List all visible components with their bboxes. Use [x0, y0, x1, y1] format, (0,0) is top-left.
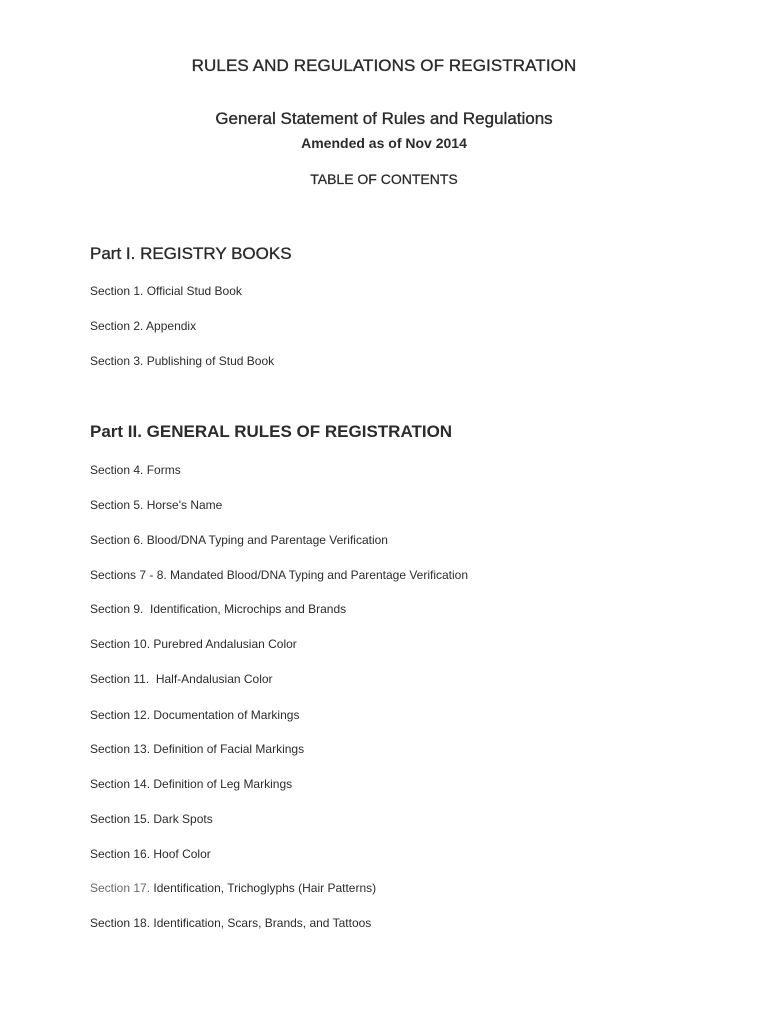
section-title: Definition of Leg Markings [150, 777, 293, 791]
part-heading-2: Part II. GENERAL RULES OF REGISTRATION [90, 422, 453, 441]
toc-heading: TABLE OF CONTENTS [310, 171, 458, 187]
section-number: Section 1. [90, 284, 144, 298]
toc-entry-section-6[interactable] [90, 533, 388, 547]
part-heading-1: Part I. REGISTRY BOOKS [90, 244, 292, 263]
section-title: Dark Spots [150, 812, 213, 826]
section-title: Appendix [143, 319, 197, 333]
section-title: Identification, Scars, Brands, and Tattoos [150, 916, 372, 930]
section-title: Mandated Blood/DNA Typing and Parentage Verification [166, 568, 469, 582]
section-number: Section 10. [90, 637, 151, 651]
section-number: Section 2. [90, 319, 144, 333]
section-number: Section 5. [90, 498, 144, 512]
toc-entry-section-3[interactable] [90, 354, 274, 368]
toc-entry-section-17[interactable] [90, 881, 376, 895]
document-title: RULES AND REGULATIONS OF REGISTRATION [191, 56, 577, 75]
section-number: Section 13. [90, 742, 151, 756]
section-number: Section 18. [90, 916, 151, 930]
toc-entry-section-5[interactable] [90, 498, 222, 512]
section-title: Identification, Microchips and Brands [143, 602, 347, 616]
section-title: Definition of Facial Markings [150, 742, 305, 756]
section-number: Section 14. [90, 777, 151, 791]
section-number: Section 3. [90, 354, 144, 368]
section-title: Documentation of Markings [150, 708, 300, 722]
toc-entry-section-10[interactable] [90, 637, 297, 651]
section-title: Blood/DNA Typing and Parentage Verification [143, 533, 388, 547]
section-title: Horse's Name [143, 498, 223, 512]
section-title: Official Stud Book [143, 284, 242, 298]
section-title: Publishing of Stud Book [143, 354, 275, 368]
section-title: Hoof Color [150, 847, 211, 861]
section-number: Section 11. [90, 672, 150, 686]
toc-entry-section-4[interactable] [90, 463, 181, 477]
section-number: Section 6. [90, 533, 144, 547]
toc-entry-section-11[interactable] [90, 672, 273, 686]
section-title: Forms [143, 463, 181, 477]
toc-entry-sections-7-8[interactable] [90, 568, 468, 582]
toc-entry-section-18[interactable] [90, 916, 371, 930]
toc-entry-section-12[interactable] [90, 708, 299, 722]
document-subtitle: General Statement of Rules and Regulations [215, 109, 553, 128]
toc-entry-section-2[interactable] [90, 319, 196, 333]
section-number: Section 15. [90, 812, 151, 826]
toc-entry-section-15[interactable] [90, 812, 213, 826]
section-title: Purebred Andalusian Color [150, 637, 297, 651]
section-title: Half-Andalusian Color [149, 672, 273, 686]
amended-date: Amended as of Nov 2014 [301, 135, 467, 151]
section-number: Section 17. [90, 881, 151, 895]
toc-entry-section-16[interactable] [90, 847, 211, 861]
section-number: Sections 7 - 8. [90, 568, 167, 582]
toc-entry-section-13[interactable] [90, 742, 304, 756]
toc-entry-section-9[interactable] [90, 602, 346, 616]
section-number: Section 4. [90, 463, 144, 477]
toc-entry-section-1[interactable] [90, 284, 242, 298]
section-title: Identification, Trichoglyphs (Hair Patterns) [150, 881, 377, 895]
toc-entry-section-14[interactable] [90, 777, 292, 791]
section-number: Section 16. [90, 847, 151, 861]
section-number: Section 9. [90, 602, 144, 616]
section-number: Section 12. [90, 708, 151, 722]
